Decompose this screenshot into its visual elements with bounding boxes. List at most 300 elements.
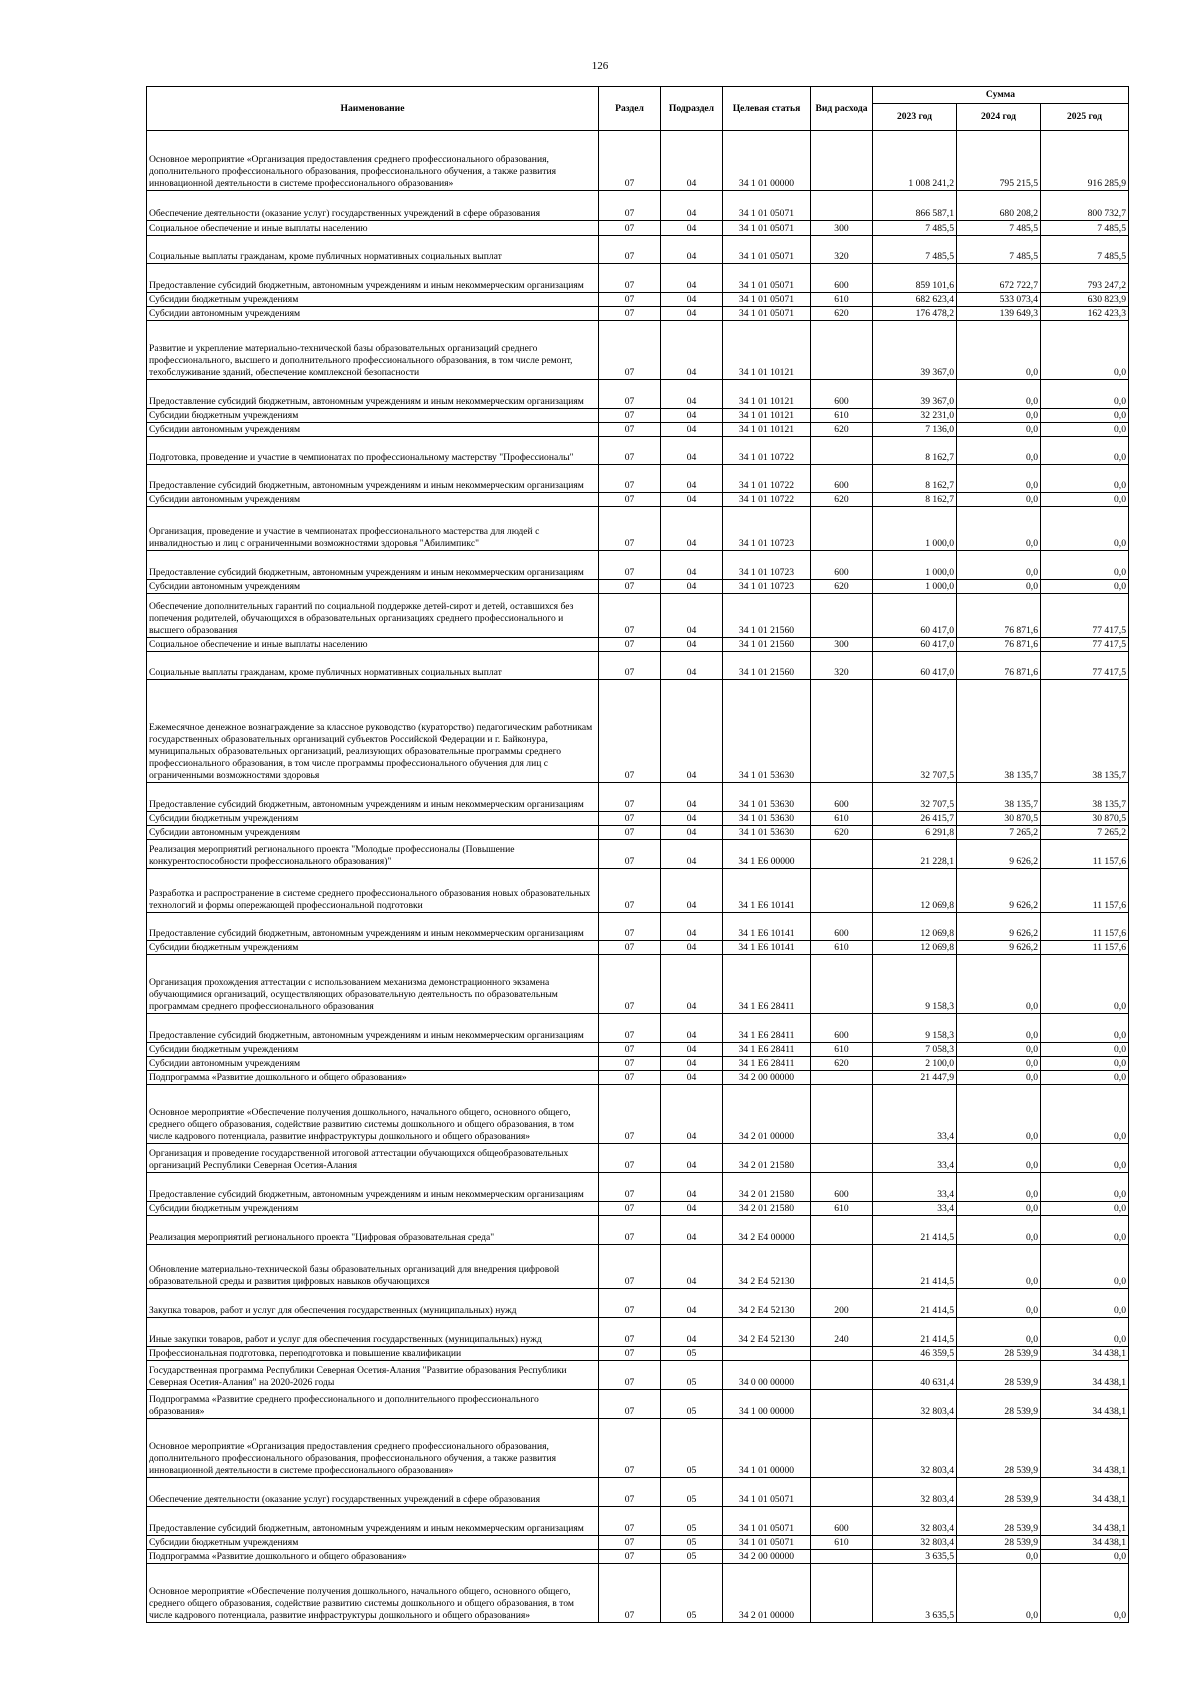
cell-section: 07 (599, 321, 661, 380)
cell-name: Предоставление субсидий бюджетным, автономным учреждениям и иным некоммерческим организациям (147, 380, 599, 409)
cell-name: Основное мероприятие «Обеспечение получения дошкольного, начального общего, основного общего, среднего общего образования, содействие развитию системы дошкольного и общего образования, в том числе кадрового потенциала, развитие инфраструктуры дошкольного и общего образования» (147, 1085, 599, 1144)
cell-name: Разработка и распространение в системе среднего профессионального образования новых образовательных технологий и формы опережающей профессиональной подготовки (147, 869, 599, 913)
cell-2023: 12 069,8 (873, 869, 957, 913)
cell-2024: 0,0 (957, 1043, 1041, 1057)
cell-target: 34 1 E6 28411 (723, 1043, 811, 1057)
cell-name: Субсидии бюджетным учреждениям (147, 812, 599, 826)
cell-subsection: 05 (661, 1507, 723, 1536)
cell-name: Организация прохождения аттестации с использованием механизма демонстрационного экзамена обучающимися организаций, осуществляющих образовательную деятельность по образовательным программам среднего профессионального образования (147, 955, 599, 1014)
cell-name: Предоставление субсидий бюджетным, автономным учреждениям и иным некоммерческим организациям (147, 465, 599, 493)
cell-subsection: 04 (661, 652, 723, 680)
cell-2023: 6 291,8 (873, 826, 957, 840)
cell-2025: 162 423,3 (1041, 307, 1129, 321)
cell-2023: 32 231,0 (873, 409, 957, 423)
cell-2023: 60 417,0 (873, 652, 957, 680)
cell-name: Государственная программа Республики Северная Осетия-Алания "Развитие образования Республики Северная Осетия-Алания" на 2020-2026 годы (147, 1361, 599, 1390)
cell-2023: 1 008 241,2 (873, 131, 957, 191)
table-row (147, 380, 1129, 409)
cell-name: Обеспечение дополнительных гарантий по социальной поддержке детей-сирот и детей, оставшихся без попечения родителей, обучающихся в образовательных организациях среднего профессионального и высшего образования (147, 594, 599, 638)
cell-expense-type (811, 321, 873, 380)
cell-2025: 0,0 (1041, 1202, 1129, 1216)
cell-2024: 0,0 (957, 551, 1041, 580)
table-body (147, 131, 1129, 1623)
table-row (147, 264, 1129, 293)
table-row (147, 1071, 1129, 1085)
cell-target: 34 1 01 05071 (723, 1478, 811, 1507)
cell-name: Предоставление субсидий бюджетным, автономным учреждениям и иным некоммерческим организациям (147, 783, 599, 812)
cell-2023: 21 414,5 (873, 1216, 957, 1245)
cell-expense-type: 610 (811, 1536, 873, 1550)
cell-2024: 7 265,2 (957, 826, 1041, 840)
cell-subsection: 05 (661, 1390, 723, 1419)
cell-target: 34 1 00 00000 (723, 1390, 811, 1419)
cell-2024: 7 485,5 (957, 221, 1041, 236)
table-row (147, 1216, 1129, 1245)
cell-section: 07 (599, 840, 661, 869)
cell-2023: 40 631,4 (873, 1361, 957, 1390)
cell-2023: 33,4 (873, 1173, 957, 1202)
cell-2024: 672 722,7 (957, 264, 1041, 293)
table-row (147, 594, 1129, 638)
cell-2024: 0,0 (957, 409, 1041, 423)
cell-2024: 0,0 (957, 955, 1041, 1014)
cell-2024: 0,0 (957, 1550, 1041, 1564)
cell-2024: 9 626,2 (957, 869, 1041, 913)
cell-2025: 0,0 (1041, 465, 1129, 493)
cell-section: 07 (599, 236, 661, 264)
cell-expense-type: 600 (811, 913, 873, 941)
cell-2025: 0,0 (1041, 1071, 1129, 1085)
cell-subsection: 04 (661, 941, 723, 955)
cell-2023: 39 367,0 (873, 321, 957, 380)
cell-2025: 0,0 (1041, 1057, 1129, 1071)
cell-expense-type: 610 (811, 409, 873, 423)
table-row (147, 507, 1129, 551)
cell-name: Реализация мероприятий регионального проекта "Цифровая образовательная среда" (147, 1216, 599, 1245)
cell-target: 34 0 00 00000 (723, 1361, 811, 1390)
cell-target: 34 2 E4 00000 (723, 1216, 811, 1245)
cell-target: 34 1 01 05071 (723, 1507, 811, 1536)
cell-section: 07 (599, 638, 661, 652)
cell-section: 07 (599, 652, 661, 680)
cell-target: 34 1 01 10722 (723, 437, 811, 465)
cell-2025: 11 157,6 (1041, 913, 1129, 941)
cell-2024: 0,0 (957, 1085, 1041, 1144)
cell-section: 07 (599, 1245, 661, 1289)
cell-subsection: 04 (661, 869, 723, 913)
cell-section: 07 (599, 1289, 661, 1318)
cell-2025: 0,0 (1041, 380, 1129, 409)
cell-2024: 0,0 (957, 465, 1041, 493)
header-target: Целевая статья (723, 87, 811, 131)
cell-2024: 76 871,6 (957, 638, 1041, 652)
table-row (147, 131, 1129, 191)
cell-2023: 7 485,5 (873, 221, 957, 236)
cell-subsection: 04 (661, 1043, 723, 1057)
cell-subsection: 04 (661, 293, 723, 307)
table-row (147, 191, 1129, 221)
cell-expense-type: 600 (811, 783, 873, 812)
cell-2023: 1 000,0 (873, 551, 957, 580)
cell-2024: 0,0 (957, 493, 1041, 507)
table-row (147, 1085, 1129, 1144)
cell-name: Предоставление субсидий бюджетным, автономным учреждениям и иным некоммерческим организациям (147, 1507, 599, 1536)
cell-2025: 34 438,1 (1041, 1507, 1129, 1536)
cell-target: 34 1 E6 10141 (723, 941, 811, 955)
table-row (147, 221, 1129, 236)
cell-2024: 38 135,7 (957, 680, 1041, 783)
cell-2025: 0,0 (1041, 1144, 1129, 1173)
cell-2023: 1 000,0 (873, 507, 957, 551)
table-row (147, 580, 1129, 594)
cell-section: 07 (599, 465, 661, 493)
cell-2024: 139 649,3 (957, 307, 1041, 321)
cell-expense-type: 300 (811, 221, 873, 236)
cell-target: 34 1 01 53630 (723, 812, 811, 826)
cell-section: 07 (599, 580, 661, 594)
cell-name: Предоставление субсидий бюджетным, автономным учреждениям и иным некоммерческим организациям (147, 1173, 599, 1202)
table-row (147, 1057, 1129, 1071)
cell-subsection: 04 (661, 236, 723, 264)
cell-name: Субсидии бюджетным учреждениям (147, 1202, 599, 1216)
cell-target (723, 1347, 811, 1361)
cell-subsection: 04 (661, 465, 723, 493)
cell-subsection: 04 (661, 1057, 723, 1071)
cell-target: 34 1 01 05071 (723, 191, 811, 221)
cell-section: 07 (599, 409, 661, 423)
cell-section: 07 (599, 1071, 661, 1085)
cell-section: 07 (599, 1507, 661, 1536)
header-subsection: Подраздел (661, 87, 723, 131)
cell-2024: 0,0 (957, 1289, 1041, 1318)
cell-subsection: 04 (661, 409, 723, 423)
cell-expense-type: 600 (811, 380, 873, 409)
cell-subsection: 04 (661, 551, 723, 580)
cell-name: Ежемесячное денежное вознаграждение за классное руководство (кураторство) педагогическим работникам государственных образовательных организаций субъектов Российской Федерации и г. Байконура, муниципальных образовательных организаций, реализующих образовательные программы среднего профессионального образования, в том числе программы профессионального обучения для лиц с ограниченными возможностями здоровья (147, 680, 599, 783)
cell-target: 34 1 01 10121 (723, 423, 811, 437)
cell-2025: 0,0 (1041, 1014, 1129, 1043)
cell-2025: 7 485,5 (1041, 221, 1129, 236)
cell-2023: 21 414,5 (873, 1289, 957, 1318)
cell-2024: 76 871,6 (957, 652, 1041, 680)
cell-2023: 21 447,9 (873, 1071, 957, 1085)
header-section: Раздел (599, 87, 661, 131)
cell-2023: 39 367,0 (873, 380, 957, 409)
cell-target: 34 1 01 10722 (723, 465, 811, 493)
cell-expense-type (811, 191, 873, 221)
cell-section: 07 (599, 191, 661, 221)
cell-target: 34 1 01 00000 (723, 1419, 811, 1478)
cell-2023: 859 101,6 (873, 264, 957, 293)
cell-2023: 8 162,7 (873, 493, 957, 507)
cell-name: Обеспечение деятельности (оказание услуг) государственных учреждений в сфере образования (147, 191, 599, 221)
cell-subsection: 04 (661, 131, 723, 191)
table-row (147, 1043, 1129, 1057)
cell-name: Основное мероприятие «Обеспечение получения дошкольного, начального общего, основного общего, среднего общего образования, содействие развитию системы дошкольного и общего образования, в том числе кадрового потенциала, развитие инфраструктуры дошкольного и общего образования» (147, 1564, 599, 1623)
cell-expense-type: 600 (811, 1507, 873, 1536)
cell-2025: 0,0 (1041, 580, 1129, 594)
cell-subsection: 04 (661, 191, 723, 221)
cell-name: Субсидии бюджетным учреждениям (147, 1043, 599, 1057)
cell-expense-type: 600 (811, 1173, 873, 1202)
cell-expense-type: 600 (811, 1014, 873, 1043)
cell-name: Профессиональная подготовка, переподготовка и повышение квалификации (147, 1347, 599, 1361)
table-row (147, 1536, 1129, 1550)
cell-2024: 76 871,6 (957, 594, 1041, 638)
table-row (147, 1550, 1129, 1564)
cell-2025: 0,0 (1041, 1085, 1129, 1144)
cell-2023: 8 162,7 (873, 437, 957, 465)
cell-expense-type (811, 1144, 873, 1173)
cell-section: 07 (599, 869, 661, 913)
header-year-2023: 2023 год (873, 104, 957, 131)
cell-2025: 30 870,5 (1041, 812, 1129, 826)
cell-target: 34 1 E6 10141 (723, 869, 811, 913)
cell-2023: 32 803,4 (873, 1478, 957, 1507)
cell-2023: 1 000,0 (873, 580, 957, 594)
cell-section: 07 (599, 913, 661, 941)
table-row (147, 638, 1129, 652)
cell-2024: 7 485,5 (957, 236, 1041, 264)
cell-target: 34 2 01 21580 (723, 1144, 811, 1173)
cell-2025: 34 438,1 (1041, 1361, 1129, 1390)
cell-section: 07 (599, 264, 661, 293)
cell-section: 07 (599, 1173, 661, 1202)
cell-subsection: 05 (661, 1564, 723, 1623)
cell-name: Субсидии бюджетным учреждениям (147, 409, 599, 423)
cell-name: Подпрограмма «Развитие дошкольного и общего образования» (147, 1071, 599, 1085)
cell-section: 07 (599, 221, 661, 236)
cell-2024: 0,0 (957, 1071, 1041, 1085)
cell-section: 07 (599, 1144, 661, 1173)
cell-2023: 32 803,4 (873, 1507, 957, 1536)
cell-2024: 9 626,2 (957, 941, 1041, 955)
cell-2023: 12 069,8 (873, 913, 957, 941)
cell-2023: 33,4 (873, 1085, 957, 1144)
cell-expense-type (811, 594, 873, 638)
cell-name: Предоставление субсидий бюджетным, автономным учреждениям и иным некоммерческим организациям (147, 1014, 599, 1043)
cell-target: 34 2 01 00000 (723, 1564, 811, 1623)
cell-expense-type: 610 (811, 1043, 873, 1057)
table-row (147, 465, 1129, 493)
table-row (147, 1564, 1129, 1623)
cell-section: 07 (599, 1216, 661, 1245)
table-row (147, 680, 1129, 783)
cell-name: Закупка товаров, работ и услуг для обеспечения государственных (муниципальных) нужд (147, 1289, 599, 1318)
cell-2024: 0,0 (957, 1014, 1041, 1043)
cell-section: 07 (599, 1390, 661, 1419)
cell-expense-type (811, 1245, 873, 1289)
cell-subsection: 04 (661, 840, 723, 869)
cell-section: 07 (599, 955, 661, 1014)
cell-target: 34 1 01 21560 (723, 594, 811, 638)
cell-2023: 32 803,4 (873, 1419, 957, 1478)
cell-target: 34 1 01 05071 (723, 1536, 811, 1550)
cell-2024: 28 539,9 (957, 1390, 1041, 1419)
cell-2023: 9 158,3 (873, 955, 957, 1014)
cell-section: 07 (599, 941, 661, 955)
cell-expense-type: 600 (811, 264, 873, 293)
cell-expense-type: 240 (811, 1318, 873, 1347)
cell-expense-type: 320 (811, 236, 873, 264)
cell-target: 34 1 01 10723 (723, 580, 811, 594)
cell-target: 34 1 01 21560 (723, 652, 811, 680)
cell-2025: 0,0 (1041, 409, 1129, 423)
cell-expense-type: 200 (811, 1289, 873, 1318)
cell-section: 07 (599, 507, 661, 551)
cell-expense-type: 620 (811, 423, 873, 437)
cell-expense-type (811, 680, 873, 783)
cell-target: 34 2 01 21580 (723, 1202, 811, 1216)
cell-name: Организация, проведение и участие в чемпионатах профессионального мастерства для людей с инвалидностью и лиц с ограниченными возможностями здоровья "Абилимпикс" (147, 507, 599, 551)
cell-subsection: 04 (661, 638, 723, 652)
cell-2024: 28 539,9 (957, 1419, 1041, 1478)
table-row (147, 1347, 1129, 1361)
cell-subsection: 04 (661, 1245, 723, 1289)
cell-2023: 176 478,2 (873, 307, 957, 321)
cell-expense-type: 600 (811, 551, 873, 580)
cell-2023: 46 359,5 (873, 1347, 957, 1361)
cell-2024: 0,0 (957, 1144, 1041, 1173)
cell-target: 34 1 01 53630 (723, 783, 811, 812)
cell-2024: 0,0 (957, 580, 1041, 594)
cell-section: 07 (599, 1014, 661, 1043)
cell-2024: 0,0 (957, 321, 1041, 380)
cell-target: 34 1 01 10723 (723, 507, 811, 551)
cell-subsection: 04 (661, 955, 723, 1014)
cell-name: Основное мероприятие «Организация предоставления среднего профессионального образования, дополнительного профессионального образования, профессионального обучения, а также развития инновационной деятельности в системе профессионального образования» (147, 1419, 599, 1478)
cell-section: 07 (599, 812, 661, 826)
table-row (147, 1202, 1129, 1216)
cell-expense-type (811, 1390, 873, 1419)
cell-target: 34 1 01 21560 (723, 638, 811, 652)
cell-section: 07 (599, 1085, 661, 1144)
cell-target: 34 1 01 10723 (723, 551, 811, 580)
table-row (147, 493, 1129, 507)
cell-2025: 34 438,1 (1041, 1536, 1129, 1550)
cell-subsection: 04 (661, 1173, 723, 1202)
cell-target: 34 1 01 10121 (723, 321, 811, 380)
cell-section: 07 (599, 493, 661, 507)
cell-name: Подпрограмма «Развитие дошкольного и общего образования» (147, 1550, 599, 1564)
cell-2023: 60 417,0 (873, 638, 957, 652)
cell-2025: 0,0 (1041, 423, 1129, 437)
cell-2024: 533 073,4 (957, 293, 1041, 307)
cell-section: 07 (599, 1043, 661, 1057)
cell-name: Организация и проведение государственной итоговой аттестации обучающихся общеобразовательных организаций Республики Северная Осетия-Алания (147, 1144, 599, 1173)
cell-2025: 11 157,6 (1041, 840, 1129, 869)
cell-name: Субсидии автономным учреждениям (147, 493, 599, 507)
cell-name: Иные закупки товаров, работ и услуг для обеспечения государственных (муниципальных) нужд (147, 1318, 599, 1347)
cell-name: Предоставление субсидий бюджетным, автономным учреждениям и иным некоммерческим организациям (147, 551, 599, 580)
cell-2025: 0,0 (1041, 437, 1129, 465)
cell-subsection: 04 (661, 812, 723, 826)
cell-expense-type: 620 (811, 826, 873, 840)
cell-subsection: 04 (661, 826, 723, 840)
cell-2025: 0,0 (1041, 1564, 1129, 1623)
header-name: Наименование (147, 87, 599, 131)
cell-expense-type: 610 (811, 812, 873, 826)
cell-expense-type (811, 840, 873, 869)
cell-target: 34 1 01 00000 (723, 131, 811, 191)
cell-2024: 0,0 (957, 1057, 1041, 1071)
cell-subsection: 04 (661, 321, 723, 380)
cell-target: 34 1 01 05071 (723, 236, 811, 264)
cell-subsection: 04 (661, 264, 723, 293)
header-year-2025: 2025 год (1041, 104, 1129, 131)
cell-2025: 34 438,1 (1041, 1478, 1129, 1507)
table-row (147, 409, 1129, 423)
cell-name: Социальное обеспечение и иные выплаты населению (147, 638, 599, 652)
cell-target: 34 1 E6 00000 (723, 840, 811, 869)
table-row (147, 783, 1129, 812)
cell-2024: 28 539,9 (957, 1361, 1041, 1390)
cell-2024: 28 539,9 (957, 1478, 1041, 1507)
cell-target: 34 1 01 10722 (723, 493, 811, 507)
table-row (147, 826, 1129, 840)
cell-name: Субсидии автономным учреждениям (147, 580, 599, 594)
cell-section: 07 (599, 826, 661, 840)
cell-2023: 21 414,5 (873, 1245, 957, 1289)
table-row (147, 1014, 1129, 1043)
cell-2025: 0,0 (1041, 1318, 1129, 1347)
cell-2023: 7 058,3 (873, 1043, 957, 1057)
cell-2025: 7 485,5 (1041, 236, 1129, 264)
cell-section: 07 (599, 594, 661, 638)
table-row (147, 437, 1129, 465)
cell-name: Реализация мероприятий регионального проекта "Молодые профессионалы (Повышение конкурентоспособности профессионального образования)" (147, 840, 599, 869)
table-row (147, 236, 1129, 264)
cell-2023: 33,4 (873, 1202, 957, 1216)
cell-section: 07 (599, 680, 661, 783)
cell-2024: 0,0 (957, 380, 1041, 409)
cell-2025: 0,0 (1041, 321, 1129, 380)
cell-expense-type (811, 869, 873, 913)
cell-expense-type (811, 437, 873, 465)
cell-subsection: 04 (661, 221, 723, 236)
table-row (147, 955, 1129, 1014)
table-row (147, 1390, 1129, 1419)
cell-2023: 2 100,0 (873, 1057, 957, 1071)
cell-target: 34 1 01 53630 (723, 680, 811, 783)
cell-2023: 21 414,5 (873, 1318, 957, 1347)
cell-target: 34 1 01 05071 (723, 264, 811, 293)
cell-2023: 32 803,4 (873, 1536, 957, 1550)
cell-section: 07 (599, 1318, 661, 1347)
cell-target: 34 2 00 00000 (723, 1071, 811, 1085)
cell-section: 07 (599, 551, 661, 580)
cell-subsection: 04 (661, 913, 723, 941)
cell-name: Развитие и укрепление материально-технической базы образовательных организаций среднего профессионального, высшего и дополнительного профессионального образования, в том числе ремонт, техобслуживание зданий, обеспечение комплексной безопасности (147, 321, 599, 380)
cell-subsection: 04 (661, 1289, 723, 1318)
cell-subsection: 04 (661, 594, 723, 638)
cell-subsection: 04 (661, 380, 723, 409)
page-number: 126 (591, 60, 609, 72)
cell-2025: 0,0 (1041, 1245, 1129, 1289)
cell-section: 07 (599, 1550, 661, 1564)
cell-name: Субсидии автономным учреждениям (147, 307, 599, 321)
cell-2025: 11 157,6 (1041, 941, 1129, 955)
cell-2023: 12 069,8 (873, 941, 957, 955)
cell-expense-type (811, 1564, 873, 1623)
table-row (147, 423, 1129, 437)
cell-2023: 682 623,4 (873, 293, 957, 307)
cell-2023: 32 707,5 (873, 783, 957, 812)
cell-2025: 77 417,5 (1041, 638, 1129, 652)
header-year-2024: 2024 год (957, 104, 1041, 131)
cell-2025: 0,0 (1041, 1550, 1129, 1564)
cell-target: 34 2 01 00000 (723, 1085, 811, 1144)
